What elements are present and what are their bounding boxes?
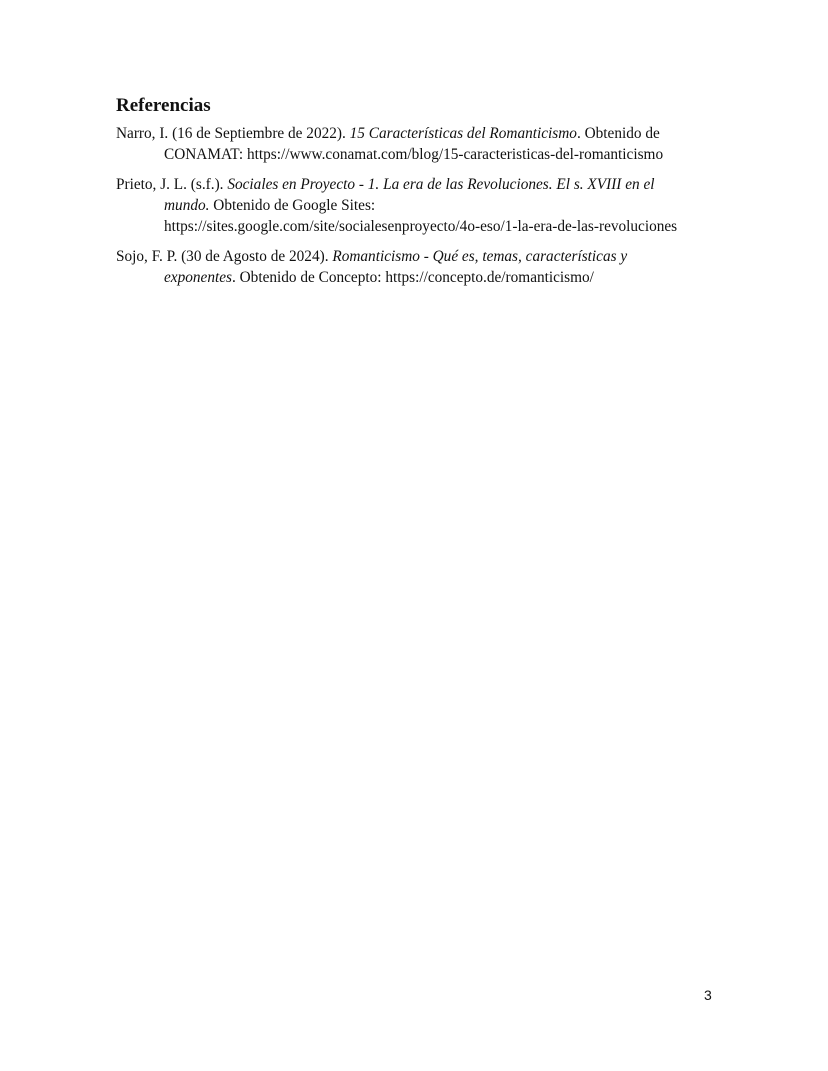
reference-line — [116, 123, 663, 144]
reference-title: exponentes — [164, 269, 232, 286]
reference-text: Sojo, F. P. (30 de Agosto de 2024). — [116, 248, 333, 265]
reference-line — [116, 174, 677, 195]
reference-text: . Obtenido de Concepto: https://concepto.de/romanticismo/ — [231, 269, 594, 286]
reference-line — [116, 195, 677, 216]
references-heading: Referencias — [116, 95, 211, 116]
reference-url: https://sites.google.com/site/socialesenproyecto/4o-eso/1-la-era-de-las-revoluciones — [164, 218, 678, 235]
reference-line — [116, 144, 663, 165]
reference-url: CONAMAT: https://www.conamat.com/blog/15-caracteristicas-del-romanticismo — [164, 146, 664, 163]
reference-title: 15 Características del Romanticismo — [349, 125, 577, 142]
reference-title: mundo. — [164, 197, 210, 214]
reference-line — [116, 216, 677, 237]
reference-text: Obtenido de Google Sites: — [209, 197, 376, 214]
reference-text: . Obtenido de — [576, 125, 660, 142]
page-number: 3 — [704, 987, 712, 1003]
reference-entry-sojo — [116, 246, 627, 288]
reference-entry-narro — [116, 123, 663, 165]
reference-title: Romanticismo - Qué es, temas, características y — [332, 248, 628, 265]
reference-text: Narro, I. (16 de Septiembre de 2022). — [116, 125, 350, 142]
reference-entry-prieto — [116, 174, 677, 237]
reference-text: Prieto, J. L. (s.f.). — [116, 176, 228, 193]
reference-title: Sociales en Proyecto - 1. La era de las Revoluciones. El s. XVIII en el — [227, 176, 655, 193]
reference-line — [116, 246, 627, 267]
reference-line — [116, 267, 627, 288]
